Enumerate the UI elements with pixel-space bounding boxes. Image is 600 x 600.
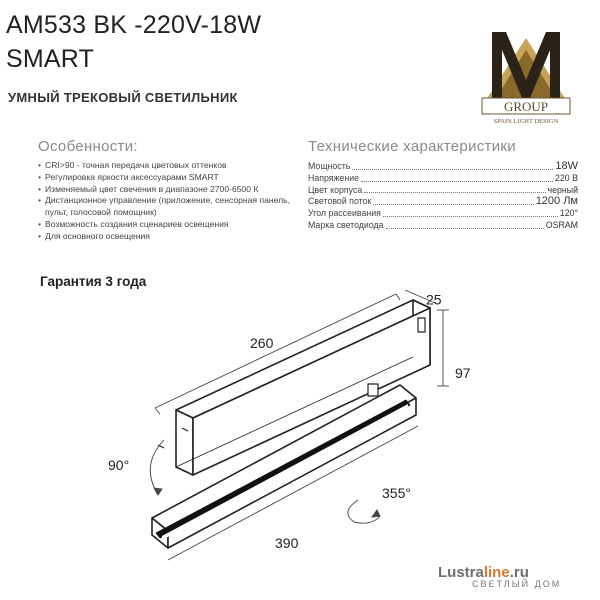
spec-value: 120°: [559, 208, 578, 219]
specs-heading: Технические характеристики: [308, 138, 516, 155]
spec-label: Мощность: [308, 161, 351, 171]
m-group-logo-icon: [478, 20, 574, 130]
spec-leader-dots: [383, 216, 558, 217]
warranty-label: Гарантия 3 года: [40, 274, 147, 289]
logo-tagline: SPAIN LIGHT DESIGN: [493, 118, 559, 125]
product-model-title: [6, 10, 261, 74]
spec-leader-dots: [373, 204, 533, 205]
product-model-line2: SMART: [6, 45, 95, 73]
dimension-tilt-angle: 90°: [108, 457, 130, 473]
brand-logo: [478, 20, 574, 130]
spec-row-beam-angle: [308, 208, 578, 220]
features-list: [38, 160, 308, 243]
spec-row-luminous-flux: [308, 196, 578, 208]
spec-value: OSRAM: [545, 219, 578, 230]
spec-leader-dots: [361, 181, 553, 182]
spec-value: 1200 Лм: [535, 195, 578, 208]
spec-label: Напряжение: [308, 172, 360, 183]
spec-label: Марка светодиода: [308, 219, 384, 230]
feature-item-cri: • CRI>90 - точная передача цветовых оттенков: [38, 160, 308, 172]
dimension-rotation-angle: 355°: [382, 485, 411, 501]
site-brand-part2: line: [483, 564, 510, 581]
site-tagline: СВЕТЛЫЙ ДОМ: [472, 579, 562, 589]
product-model-line1: AM533 BK -220V-18W: [6, 11, 262, 39]
spec-row-power: [308, 161, 578, 173]
dimension-length-top: 260: [250, 335, 274, 351]
feature-item-remote-control: • Дистанционное управление (приложение, сенсорная панель, пульт, голосовой помощник): [38, 195, 308, 219]
spec-row-voltage: [308, 173, 578, 185]
dimension-width: 25: [426, 291, 442, 308]
spec-row-led-brand: [308, 220, 578, 232]
spec-leader-dots: [364, 192, 545, 193]
spec-leader-dots: [352, 169, 553, 170]
feature-item-main-lighting: • Для основного освещения: [38, 231, 308, 243]
spec-value: 18W: [555, 160, 578, 172]
feature-item-color-temp: • Изменяемый цвет свечения в диапазоне 2700-6500 К: [38, 184, 308, 196]
spec-value: 220 В: [555, 172, 578, 183]
spec-leader-dots: [386, 228, 544, 229]
spec-value: черный: [547, 184, 578, 195]
logo-word: GROUP: [503, 99, 549, 114]
features-heading: Особенности:: [38, 138, 138, 155]
feature-item-brightness: • Регулировка яркости аксессуарами SMART: [38, 172, 308, 184]
lamp-technical-drawing: [100, 290, 500, 575]
spec-label: Цвет корпуса: [308, 184, 363, 195]
site-brand-part1: Lustra: [438, 564, 484, 581]
spec-label: Угол рассеивания: [308, 208, 381, 219]
dimension-height: 97: [455, 365, 471, 381]
dimension-length-bottom: 390: [275, 535, 299, 551]
site-brand-part3: .ru: [509, 564, 529, 581]
site-watermark: [438, 564, 588, 589]
product-subtitle: УМНЫЙ ТРЕКОВЫЙ СВЕТИЛЬНИК: [8, 90, 238, 105]
specs-table: [308, 161, 578, 232]
spec-label: Световой поток: [308, 196, 372, 207]
feature-item-scenarios: • Возможность создания сценариев освещения: [38, 219, 308, 231]
